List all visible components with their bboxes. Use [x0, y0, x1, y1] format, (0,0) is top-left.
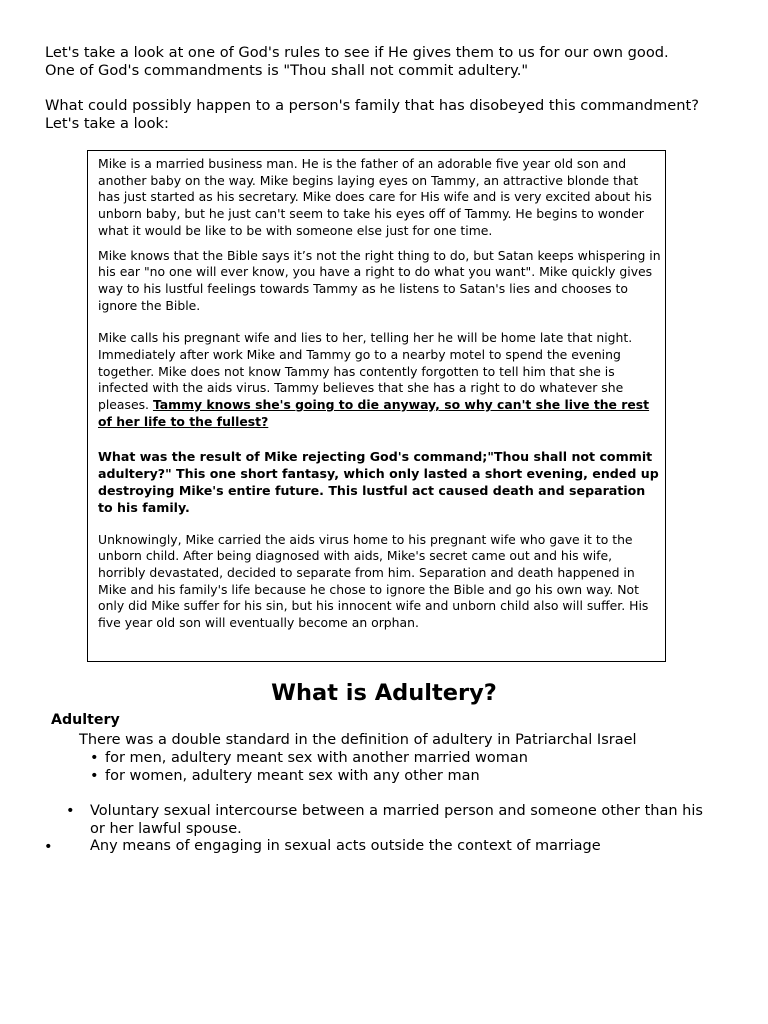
intro-section: [45, 44, 745, 133]
definition-text: Any means of engaging in sexual acts outside the context of marriage: [90, 838, 601, 854]
bullet-icon: •: [44, 839, 53, 855]
section-subheading: Adultery: [51, 712, 120, 728]
intro-line: Let's take a look at one of God's rules to see if He gives them to us for our own good.: [45, 44, 669, 61]
list-item: [88, 750, 528, 768]
story-paragraph: Mike is a married business man. He is the father of an adorable five year old son and another baby on the way. Mike begins laying eyes on Tammy, an attractive blonde that has just started as his secretary. Mike does care for His wife and is very excited about his unborn baby, but he just can't seem to take his eyes off of Tammy. He begins to wonder what it would be like to be with someone else just for one time.: [98, 156, 652, 238]
intro-line: One of God's commandments is "Thou shall not commit adultery.": [45, 62, 529, 79]
list-item: [88, 768, 528, 786]
story-paragraph: Unknowingly, Mike carried the aids virus home to his pregnant wife who gave it to the unborn child. After being diagnosed with aids, Mike's secret came out and his wife, horribly devastated, decided to separate from him. Separation and death happened in Mike and his family's life because he chose to ignore the Bible and go his own way. Not only did Mike suffer for his sin, but his innocent wife and unborn child also will suffer. His five year old son will eventually become an orphan.: [98, 531, 649, 631]
paragraph-gap: [45, 80, 745, 97]
story-text: [98, 156, 663, 632]
story-text-run: Mike calls his pregnant wife and lies to her, telling her he will be home late that night. Immediately after work Mike and Tammy go to a nearby motel to spend the evening together. Mike does not know Tammy has contently forgotten to tell him that she is infected with the aids virus. Tammy believes that she has a right to do whatever she pleases.: [98, 330, 633, 413]
story-box: [87, 150, 666, 662]
intro-line: What could possibly happen to a person's family that has disobeyed this commandment?: [45, 97, 699, 114]
story-paragraph: Mike knows that the Bible says it’s not the right thing to do, but Satan keeps whispering in his ear "no one will ever know, you have a right to do what you want". Mike quickly gives way to his lustful feelings towards Tammy as he listens to Satan's lies and chooses to ignore the Bible.: [98, 247, 661, 313]
bullet-icon: •: [66, 803, 75, 819]
definition-sub-list: [88, 750, 528, 785]
list-item-text: for men, adultery meant sex with another married woman: [105, 750, 528, 766]
bullet-icon: •: [90, 767, 99, 784]
definition-intro: There was a double standard in the definition of adultery in Patriarchal Israel: [79, 732, 637, 748]
story-paragraph: [98, 330, 663, 430]
intro-line: Let's take a look:: [45, 115, 169, 132]
underlined-emphasis: Tammy knows she's going to die anyway, so why can't she live the rest of her life to the fullest?: [98, 397, 650, 429]
definition-item: [62, 802, 722, 838]
page-heading: What is Adultery?: [271, 680, 497, 706]
bullet-icon: •: [90, 750, 99, 766]
definition-item: [44, 837, 601, 855]
list-item-text: for women, adultery meant sex with any other man: [105, 767, 480, 784]
story-bold-paragraph: What was the result of Mike rejecting God's command;"Thou shall not commit adultery?" This one short fantasy, which only lasted a short evening, ended up destroying Mike's entire future. This lustful act caused death and separation to his family.: [98, 448, 659, 515]
definition-text: Voluntary sexual intercourse between a married person and someone other than his or her lawful spouse.: [90, 803, 703, 837]
